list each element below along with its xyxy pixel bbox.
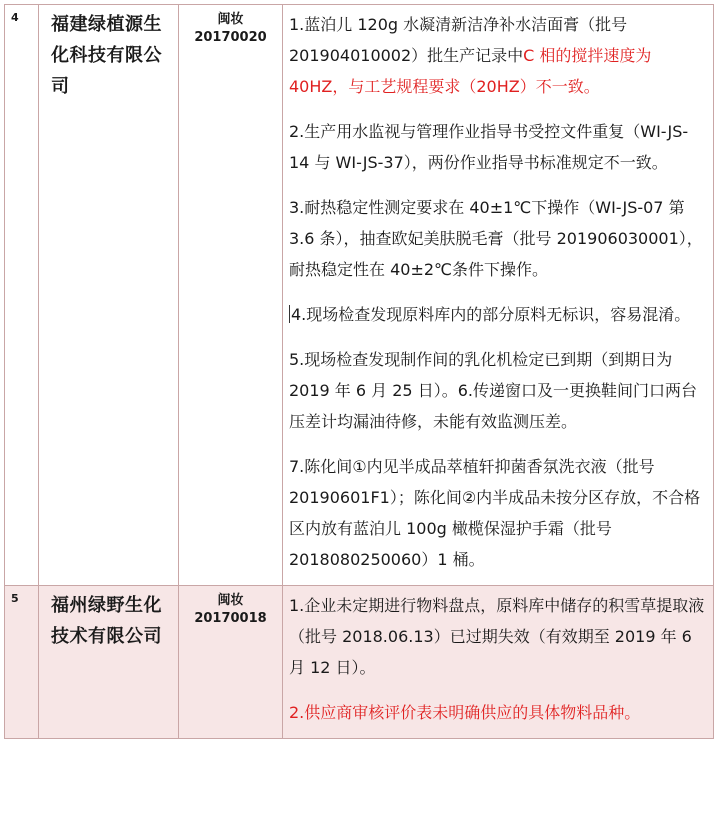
finding-item: 7.陈化间①内见半成品萃植轩抑菌香氛洗衣液（批号 20190601F1）；陈化间②内半成品未按分区存放，不合格区内放有蓝泊儿 100g 橄榄保湿护手霜（批号 2018080250060）1 桶。: [289, 457, 701, 569]
finding-text: 4.现场检查发现原料库内的部分原料无标识，容易混淆。: [291, 305, 691, 324]
finding-item: [289, 9, 705, 102]
inspection-id-prefix: 闽妆: [217, 12, 244, 27]
finding-item: [289, 299, 705, 330]
row-number: 4: [11, 11, 19, 24]
inspection-id-cell: [179, 586, 283, 739]
finding-highlight-text: C 相的搅拌速度为 40HZ，与工艺规程要求（20HZ）不一致。: [289, 46, 652, 96]
findings-list: [283, 586, 713, 738]
table-row: [5, 5, 714, 586]
row-number-cell: [5, 5, 39, 586]
inspection-id-number: 20170018: [194, 611, 267, 626]
table-row: [5, 586, 714, 739]
findings-cell: [283, 586, 714, 739]
inspection-table: [4, 4, 714, 739]
finding-text: 1.蓝泊儿 120g 水凝清新洁净补水洁面膏（批号 201904010002）批生产记录中: [289, 15, 628, 65]
row-number-cell: [5, 586, 39, 739]
inspection-id-number: 20170020: [194, 30, 267, 45]
finding-item: 5.现场检查发现制作间的乳化机检定已到期（到期日为 2019 年 6 月 25 日）。6.传递窗口及一更换鞋间门口两台压差计均漏油待修，未能有效监测压差。: [289, 350, 697, 431]
inspection-id-prefix: 闽妆: [217, 593, 244, 608]
finding-item: 2.生产用水监视与管理作业指导书受控文件重复（WI-JS-14 与 WI-JS-37），两份作业指导书标准规定不一致。: [289, 122, 689, 172]
inspection-id-cell: [179, 5, 283, 586]
finding-item: 1.企业未定期进行物料盘点，原料库中储存的积雪草提取液（批号 2018.06.13）已过期失效（有效期至 2019 年 6 月 12 日）。: [289, 596, 705, 677]
findings-list: [283, 5, 713, 585]
company-name: 福州绿野生化技术有限公司: [51, 595, 162, 647]
company-cell: [39, 586, 179, 739]
findings-cell: [283, 5, 714, 586]
company-cell: [39, 5, 179, 586]
company-name: 福建绿植源生化科技有限公司: [51, 14, 162, 97]
text-cursor: [289, 305, 290, 323]
finding-item: 3.耐热稳定性测定要求在 40±1℃下操作（WI-JS-07 第 3.6 条），抽查欧妃美肤脱毛膏（批号 201906030001），耐热稳定性在 40±2℃条件下操作。: [289, 198, 703, 279]
inspection-id: [179, 5, 282, 47]
row-number: 5: [11, 592, 19, 605]
finding-item: 2.供应商审核评价表未明确供应的具体物料品种。: [289, 703, 641, 722]
inspection-id: [179, 586, 282, 628]
